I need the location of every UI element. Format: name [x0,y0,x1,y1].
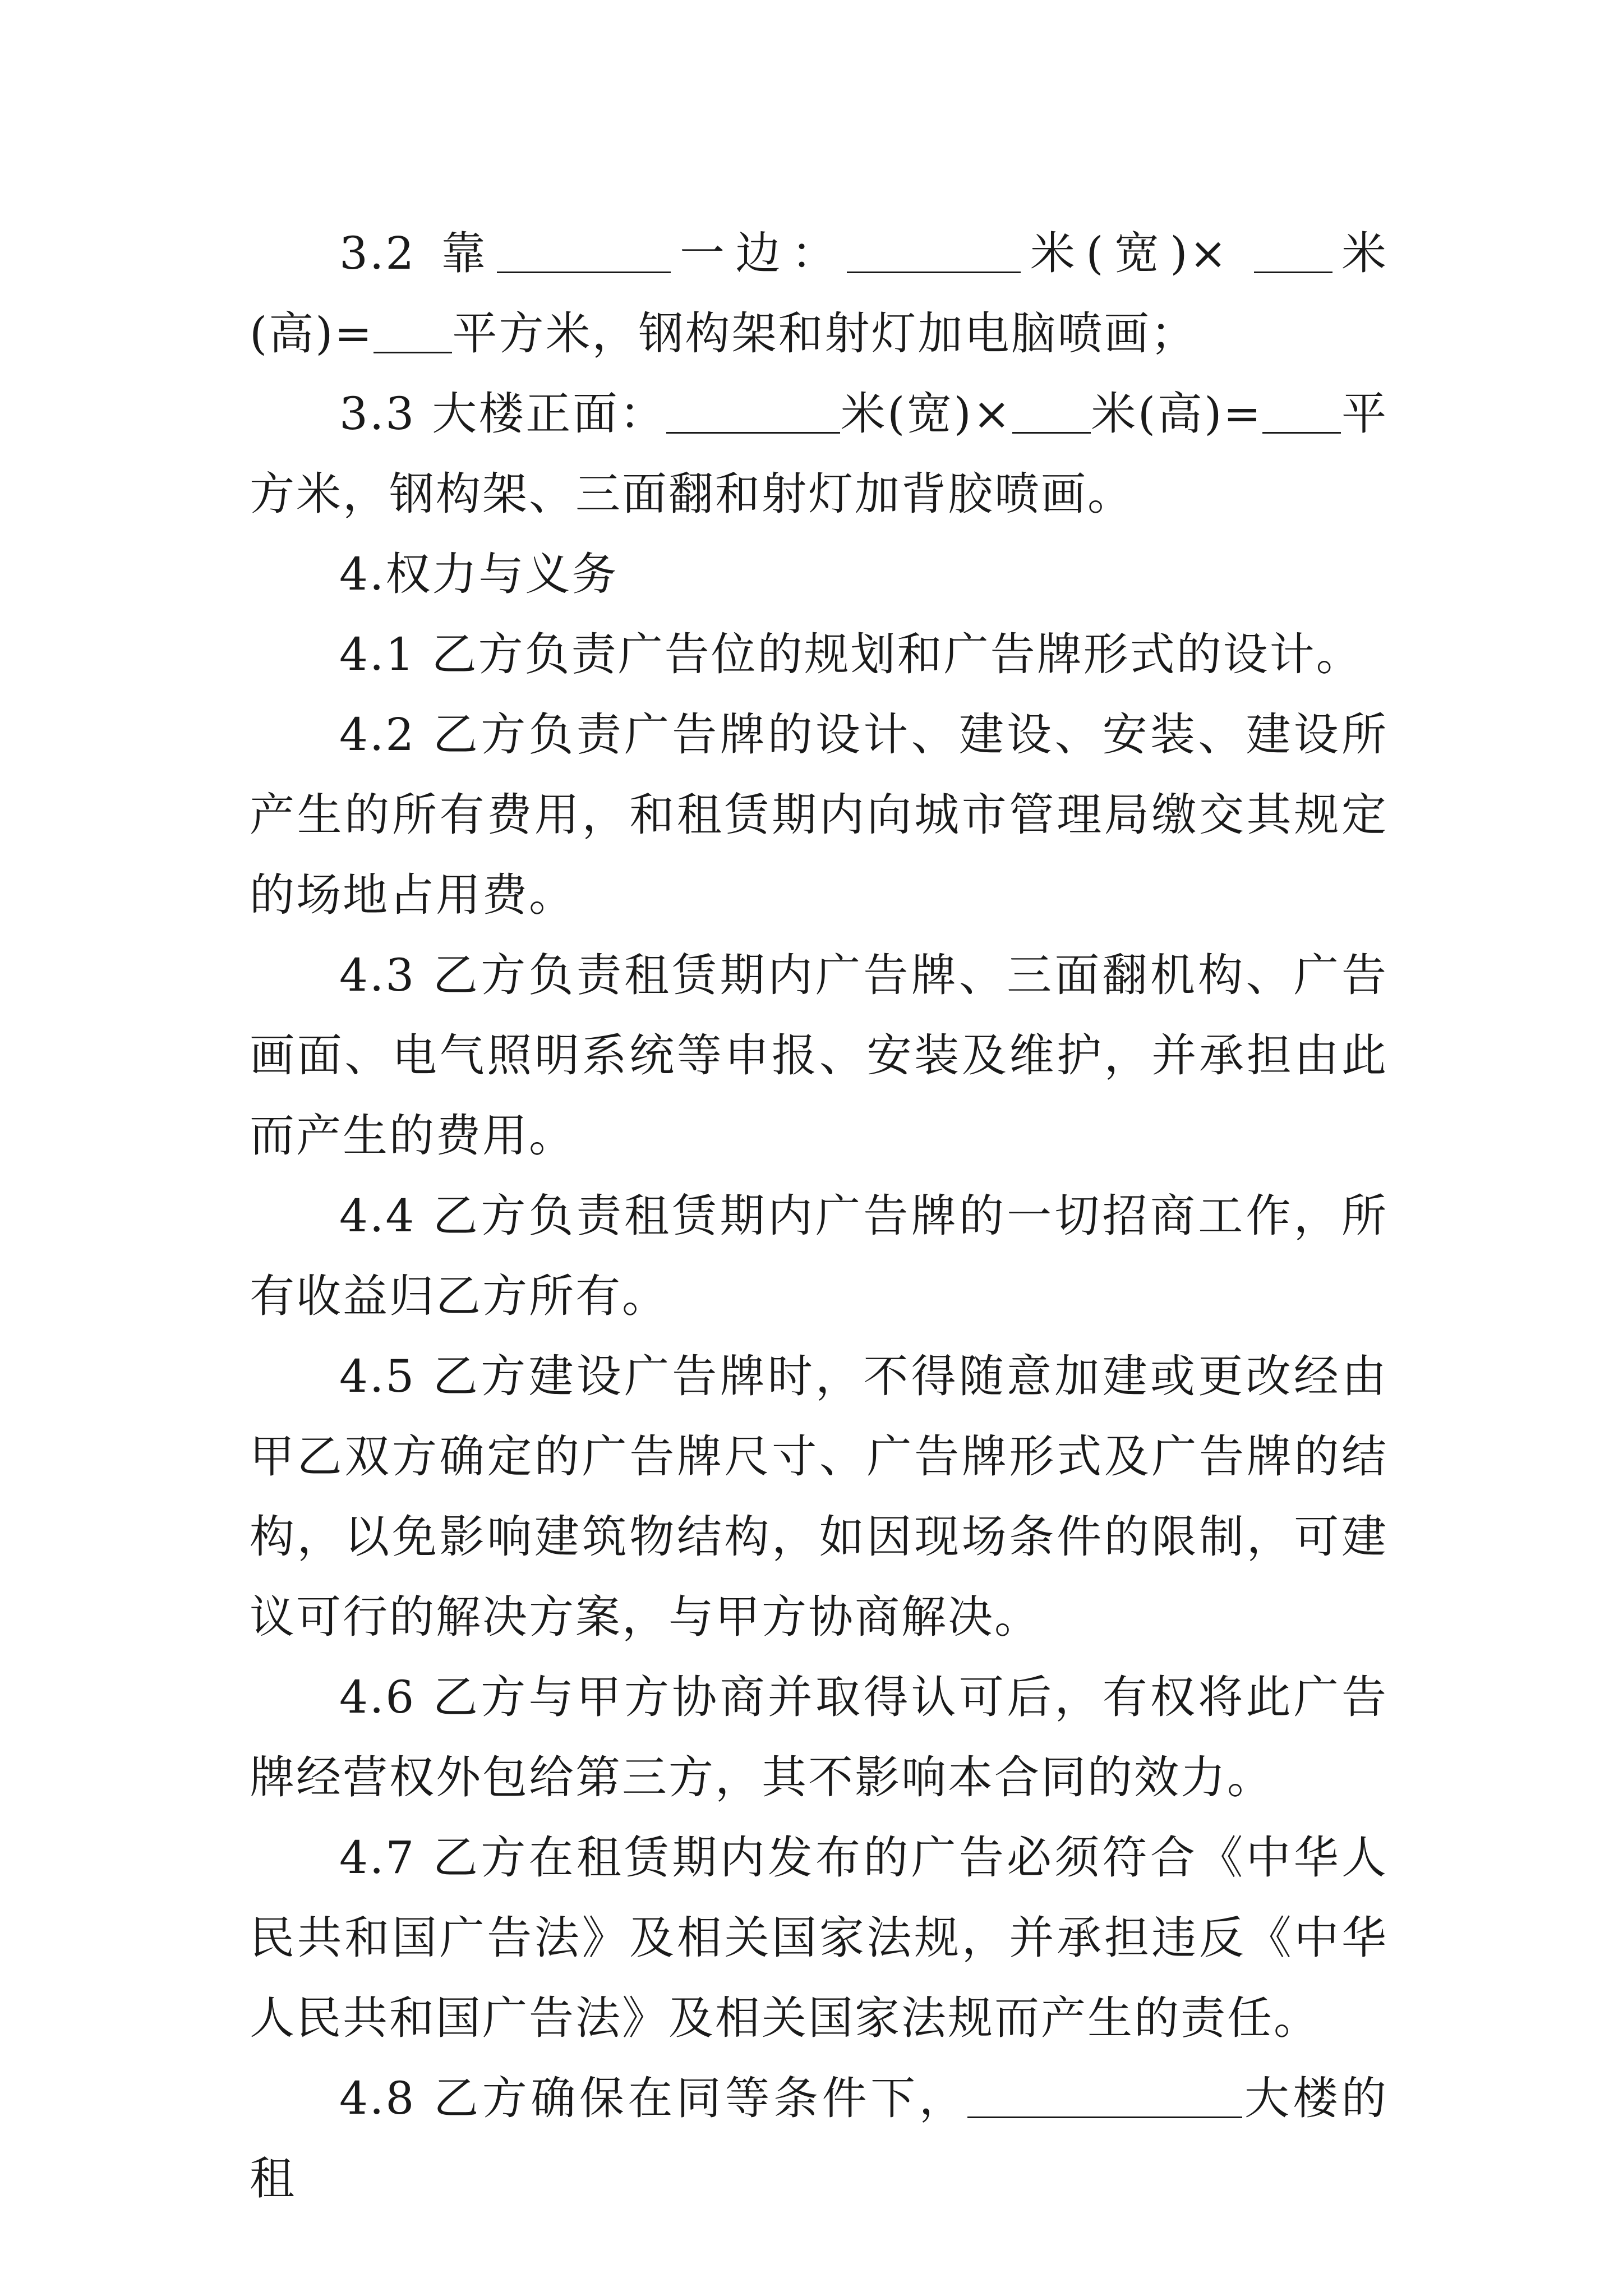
blank-field [967,2072,1242,2118]
clause-4-8 [250,2058,1388,2219]
clause-4-2: 4.2 乙方负责广告牌的设计、建设、安装、建设所产生的所有费用，和租赁期内向城市管理局缴交其规定的场地占用费。 [250,708,1388,921]
document-body [250,213,1388,2219]
clause-4-4: 4.4 乙方负责租赁期内广告牌的一切招商工作，所有收益归乙方所有。 [250,1190,1388,1322]
blank-field [1254,227,1332,273]
clause-4-3: 4.3 乙方负责租赁期内广告牌、三面翻机构、广告画面、电气照明系统等申报、安装及维护，并承担由此而产生的费用。 [250,949,1388,1162]
clause-3-2-text-a: 3.2 靠 [339,227,497,279]
clause-3-3 [250,374,1388,534]
clause-3-3-text-b: 米(宽)× [840,388,1012,440]
clause-4-1: 4.1 乙方负责广告位的规划和广告牌形式的设计。 [339,628,1363,680]
blank-field [374,307,452,353]
clause-3-2-text-c: 米(宽)× [1021,227,1229,279]
blank-field [847,227,1021,273]
clause-3-2-text-e: 平方米，钢构架和射灯加电脑喷画； [452,307,1197,360]
blank-field [1012,387,1091,434]
clause-3-2-text-d: 米(高)= [250,227,1389,360]
blank-field [666,387,840,434]
clause-4-8-text-b: 大楼的租 [250,2072,1389,2205]
clause-4-8-text-a: 4.8 乙方确保在同等条件下， [339,2072,968,2124]
clause-3-2-text-b: 一边： [670,227,847,279]
clause-4-7: 4.7 乙方在租赁期内发布的广告必须符合《中华人民共和国广告法》及相关国家法规，并承担违反《中华人民共和国广告法》及相关国家法规而产生的责任。 [250,1832,1388,2044]
clause-3-3-text-c: 米(高)= [1090,388,1263,440]
clause-3-3-text-a: 3.3 大楼正面： [339,388,667,440]
clause-4-5: 4.5 乙方建设广告牌时，不得随意加建或更改经由甲乙双方确定的广告牌尺寸、广告牌形式及广告牌的结构，以免影响建筑物结构，如因现场条件的限制，可建议可行的解决方案，与甲方协商解决。 [250,1350,1388,1643]
blank-field [1262,387,1341,434]
blank-field [497,227,671,273]
clause-3-3-text-d: 平方米，钢构架、三面翻和射灯加背胶喷画。 [250,388,1388,520]
clause-4-6: 4.6 乙方与甲方协商并取得认可后，有权将此广告牌经营权外包给第三方，其不影响本合同的效力。 [250,1671,1388,1803]
section-4-heading: 4.权力与义务 [339,548,619,600]
clause-3-2 [250,213,1388,374]
